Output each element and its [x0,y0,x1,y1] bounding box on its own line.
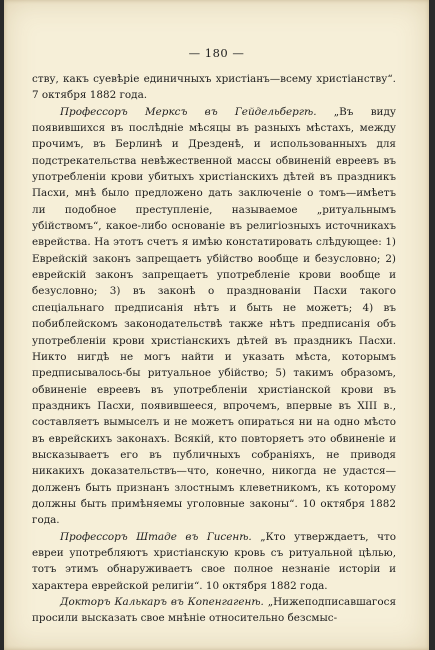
paragraph-text: „Кто утверждаетъ, что евреи употребляютъ христіанскую кровь съ ритуальной цѣлью, тотъ этимъ обнаруживаетъ свое полное незнаніе исторіи и характера еврейской религіи“. 10 октября 1882 года. [32,530,396,592]
paragraph-text: „Нижеподписавшагося просили высказать свое мнѣніе относительно безсмыс- [32,596,397,625]
paragraph-kalkar [32,594,396,627]
speaker-name: Докторъ Калькаръ въ Копенгагенѣ. [60,596,264,608]
paragraph-text: „Въ виду появившихся въ послѣдніе мѣсяцы въ разныхъ мѣстахъ, между прочимъ, въ Берлинѣ и Дрезденѣ, и использованныхъ для подстрекательства невѣжественной массы обвиненій евреевъ въ употребленіи крови убитыхъ христіанскихъ дѣтей въ праздникъ Пасхи, мнѣ было предложено дать заключеніе о томъ—имѣетъ ли подобное преступленіе, называемое „ритуальнымъ убійствомъ“, какое-либо основаніе въ религіозныхъ источникахъ еврейства. На этотъ счетъ я имѣю констатировать слѣдующее: 1) Еврейскій законъ запрещаетъ убійство вообще и безусловно; 2) еврейскій законъ запрещаетъ употребленіе крови вообще и безусловно; 3) въ законѣ о праздновaніи Пасхи такого спеціальнаго предписанія нѣтъ и быть не можетъ; 4) въ побиблейскомъ законодательствѣ также нѣтъ предписанія объ употребленіи крови христіанскихъ дѣтей въ праздникъ Пасхи. Никто нигдѣ не могъ найти и указать мѣста, которымъ предписывалось-бы ритуальное убійство; 5) такимъ образомъ, обвиненіе евреевъ въ употребленіи христіанской крови въ праздникъ Пасхи, появившееся, впрочемъ, впервые въ XIII в., составляетъ вымыселъ и не можетъ опираться ни на одно мѣсто въ еврейскихъ законахъ. Всякій, кто повторяетъ это обвиненіе и высказываетъ его въ публичныхъ собраніяхъ, не приводя никакихъ доказательствъ—что, конечно, никогда не удастся—долженъ быть признанъ злостнымъ клеветникомъ, къ которому должны быть примѣняемы уголовные законы“. 10 октября 1882 года. [32,105,396,527]
paragraph-text: ству, какъ суевѣріе единичныхъ христіанъ—всему христіанству“. 7 октября 1882 года. [32,73,396,102]
paragraph-merx [32,104,396,529]
speaker-name: Профессоръ Мерксъ въ Гейдельбергѣ. [60,105,317,118]
page-body [32,71,396,627]
speaker-name: Профессоръ Штаде въ Гисенѣ. [60,530,252,543]
paragraph-stade [32,529,396,594]
book-page [4,0,429,650]
page-number: — 180 — [188,46,245,60]
paragraph-continuation [32,71,396,104]
